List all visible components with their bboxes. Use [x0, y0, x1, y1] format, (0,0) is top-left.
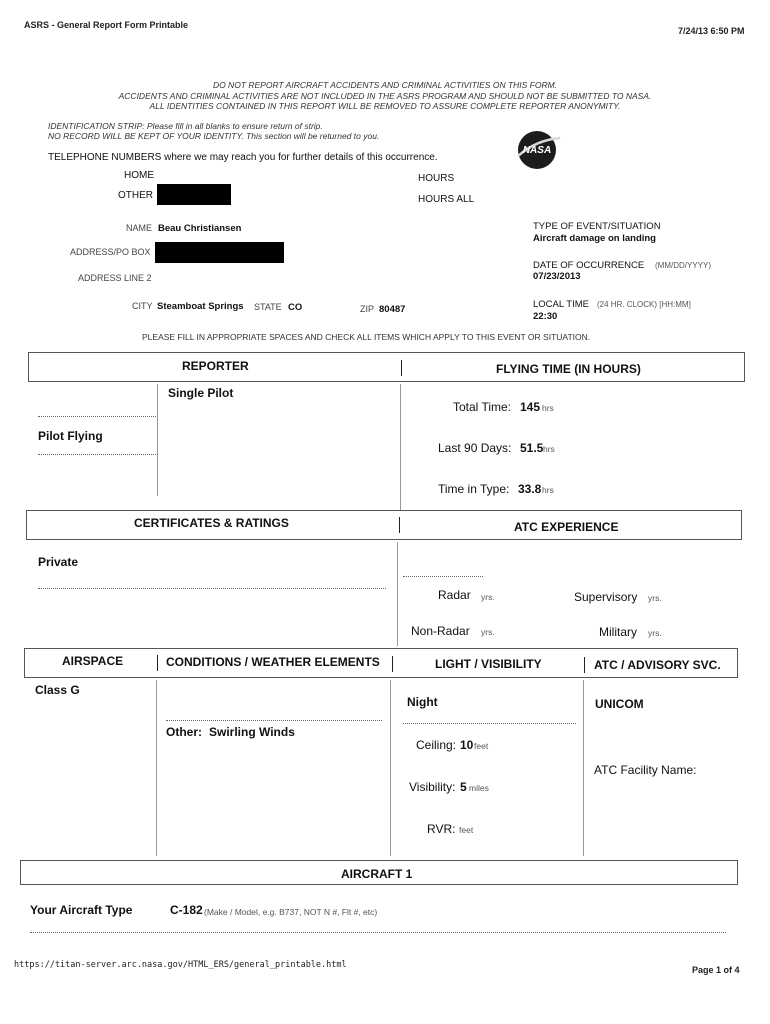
time-in-type-value: 33.8: [518, 482, 542, 496]
header-divider: [401, 360, 402, 376]
nasa-logo: [516, 130, 562, 170]
instructions-text: PLEASE FILL IN APPROPRIATE SPACES AND CHECK ALL ITEMS WHICH APPLY TO THIS EVENT OR SITUATION.: [142, 332, 591, 342]
id-strip-line-2: NO RECORD WILL BE KEPT OF YOUR IDENTITY. This section will be returned to you.: [48, 131, 380, 141]
certificate-value: Private: [38, 555, 79, 569]
visibility-value: 5: [460, 780, 467, 794]
total-time-label: Total Time:: [453, 400, 512, 414]
atc-advisory-value: UNICOM: [595, 697, 644, 711]
aircraft-dotted-line: [30, 932, 726, 933]
hours-label: HOURS: [418, 173, 455, 184]
print-header-datetime: 7/24/13 6:50 PM: [678, 26, 745, 36]
hours-all-label: HOURS ALL: [418, 194, 475, 205]
reporter-col-divider: [157, 384, 158, 496]
address-line-2-label: ADDRESS LINE 2: [78, 273, 152, 283]
light-dotted-line: [403, 723, 576, 724]
non-radar-label: Non-Radar: [411, 624, 470, 638]
zip-value: 80487: [379, 304, 406, 315]
light-value: Night: [407, 695, 438, 709]
local-time-value: 22:30: [533, 311, 558, 322]
city-label: CITY: [132, 301, 153, 311]
footer-url: https://titan-server.arc.nasa.gov/HTML_ERS/general_printable.html: [14, 960, 347, 970]
visibility-label: Visibility:: [409, 780, 456, 794]
date-label: DATE OF OCCURRENCE: [533, 260, 645, 271]
aircraft-type-hint: (Make / Model, e.g. B737, NOT N #, Flt #, etc): [204, 907, 378, 917]
visibility-unit: miles: [469, 783, 489, 793]
state-value: CO: [288, 302, 303, 313]
atc-advisory-section-title: ATC / ADVISORY SVC.: [594, 658, 721, 672]
address-label: ADDRESS/PO BOX: [70, 247, 151, 257]
radar-label: Radar: [438, 588, 471, 602]
aircraft-type-label: Your Aircraft Type: [30, 903, 133, 917]
non-radar-unit: yrs.: [481, 627, 495, 637]
city-value: Steamboat Springs: [157, 301, 244, 312]
aircraft-type-value: C-182: [170, 903, 203, 917]
ceiling-label: Ceiling:: [416, 738, 457, 752]
nasa-logo-text: NASA: [522, 145, 552, 156]
supervisory-unit: yrs.: [648, 593, 662, 603]
reporter-dotted-line-2: [38, 454, 156, 455]
last-90-days-unit: hrs: [543, 444, 555, 454]
light-header-divider: [584, 657, 585, 673]
name-label: NAME: [126, 223, 153, 233]
home-phone-label: HOME: [124, 170, 154, 181]
other-phone-label: OTHER: [118, 190, 153, 201]
total-time-value: 145: [520, 400, 541, 414]
military-unit: yrs.: [648, 628, 662, 638]
aircraft-section-title: AIRCRAFT 1: [341, 867, 413, 881]
radar-unit: yrs.: [481, 592, 495, 602]
rvr-label: RVR:: [427, 822, 456, 836]
local-time-format-hint: (24 HR. CLOCK) [HH:MM]: [597, 300, 691, 309]
last-90-days-value: 51.5: [520, 441, 544, 455]
military-label: Military: [599, 625, 637, 639]
conditions-section-title: CONDITIONS / WEATHER ELEMENTS: [166, 655, 380, 669]
event-type-value: Aircraft damage on landing: [533, 233, 656, 244]
conditions-dotted-line: [166, 720, 382, 721]
event-type-label: TYPE OF EVENT/SITUATION: [533, 221, 661, 232]
conditions-col-divider: [390, 680, 391, 856]
ceiling-value: 10: [460, 738, 474, 752]
light-visibility-section-title: LIGHT / VISIBILITY: [435, 657, 542, 671]
pilot-flying-value: Pilot Flying: [38, 429, 103, 443]
time-in-type-label: Time in Type:: [438, 482, 510, 496]
name-value: Beau Christiansen: [158, 223, 242, 234]
date-format-hint: (MM/DD/YYYY): [655, 261, 711, 270]
notice-line-1: DO NOT REPORT AIRCRAFT ACCIDENTS AND CRIMINAL ACTIVITIES ON THIS FORM.: [212, 80, 558, 90]
light-col-divider: [583, 680, 584, 856]
local-time-label: LOCAL TIME: [533, 299, 589, 310]
ceiling-unit: feet: [474, 741, 489, 751]
conditions-other-value: Swirling Winds: [209, 725, 295, 739]
notice-line-2: ACCIDENTS AND CRIMINAL ACTIVITIES ARE NOT INCLUDED IN THE ASRS PROGRAM AND SHOULD NOT BE SUBMITTED TO NASA.: [118, 91, 652, 101]
airspace-col-divider: [156, 680, 157, 856]
total-time-unit: hrs: [542, 403, 554, 413]
atc-facility-label: ATC Facility Name:: [594, 763, 697, 777]
telephone-heading: TELEPHONE NUMBERS where we may reach you for further details of this occurrence.: [48, 152, 438, 163]
single-pilot-value: Single Pilot: [168, 386, 234, 400]
zip-label: ZIP: [360, 304, 375, 314]
certificates-section-title: CERTIFICATES & RATINGS: [134, 516, 289, 530]
atc-dotted-line: [403, 576, 483, 577]
cert-header-divider: [399, 517, 400, 533]
conditions-header-divider: [392, 656, 393, 672]
redacted-address: [155, 242, 284, 263]
atc-experience-section-title: ATC EXPERIENCE: [514, 520, 619, 534]
airspace-section-title: AIRSPACE: [62, 654, 124, 668]
airspace-header-divider: [157, 655, 158, 671]
supervisory-label: Supervisory: [574, 590, 638, 604]
id-strip-line-1: IDENTIFICATION STRIP: Please fill in all blanks to ensure return of strip.: [48, 121, 323, 131]
reporter-dotted-line-1: [38, 416, 156, 417]
date-value: 07/23/2013: [533, 271, 581, 282]
time-in-type-unit: hrs: [542, 485, 554, 495]
reporter-section-title: REPORTER: [182, 359, 249, 373]
last-90-days-label: Last 90 Days:: [438, 441, 512, 455]
cert-atc-divider: [397, 542, 398, 646]
state-label: STATE: [254, 302, 282, 312]
conditions-other-label: Other:: [166, 725, 202, 739]
flying-time-section-title: FLYING TIME (IN HOURS): [496, 362, 641, 376]
print-header-title: ASRS - General Report Form Printable: [24, 20, 189, 30]
certificates-dotted-line: [38, 588, 386, 589]
notice-line-3: ALL IDENTITIES CONTAINED IN THIS REPORT WILL BE REMOVED TO ASSURE COMPLETE REPORTER ANONYMITY.: [149, 101, 621, 111]
reporter-flying-divider: [400, 384, 401, 510]
airspace-value: Class G: [35, 683, 80, 697]
footer-page-number: Page 1 of 4: [692, 965, 740, 975]
rvr-unit: feet: [459, 825, 474, 835]
redacted-other-phone: [157, 184, 231, 205]
